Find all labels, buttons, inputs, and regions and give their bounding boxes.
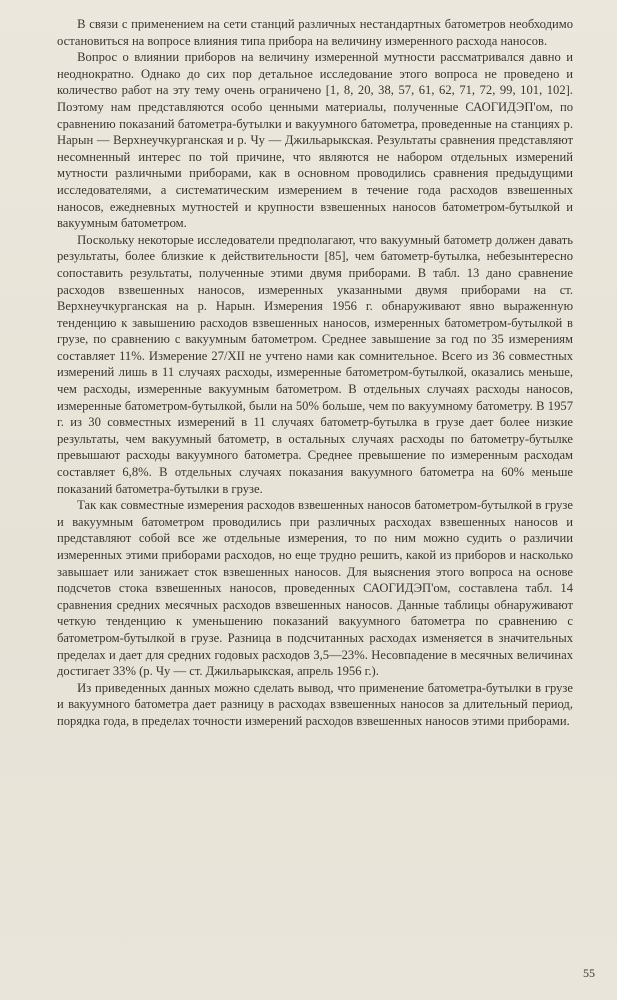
page-number: 55 <box>583 966 595 980</box>
body-text <box>57 16 573 730</box>
paragraph-4: Так как совместные измерения расходов взвешенных наносов батометром-бутылкой в грузе и вакуумным батометром проводились при различных расходах взвешенных наносов и представляют собой все же отдельные измерения, то по ним можно судить о различии измеренных этими приборами расходов, но еще трудно решить, какой из приборов и насколько завышает или занижает сток взвешенных наносов. Для выяснения этого вопроса на основе подсчетов стока взвешенных наносов, проведенных САОГИДЭП'ом, составлена табл. 14 сравнения средних месячных расходов взвешенных наносов. Данные таблицы обнаруживают четкую тенденцию к уменьшению показаний вакуумного батометра по сравнению с батометром-бутылкой в грузе. Разница в подсчитанных расходах изменяется в значительных пределах и дает для средних годовых расходов 3,5—23%. Несовпадение в месячных величинах достигает 33% (р. Чу — ст. Джильарыкская, апрель 1956 г.). <box>57 498 573 679</box>
paragraph-5: Из приведенных данных можно сделать вывод, что применение батометра-бутылки в грузе и вакуумного батометра дает разницу в расходах взвешенных наносов за длительный период, порядка года, в пределах точности измерений расходов взвешенных наносов этими приборами. <box>57 680 573 728</box>
paragraph-2: Вопрос о влиянии приборов на величину измеренной мутности рассматривался давно и неоднократно. Однако до сих пор детальное исследование этого вопроса не проведено и количество работ на эту тему очень ограничено [1, 8, 20, 38, 57, 61, 62, 71, 72, 99, 101, 102]. Поэтому нам представляются особо ценными материалы, полученные САОГИДЭП'ом, по сравнению показаний батометра-бутылки и вакуумного батометра, проведенные на станциях р. Нарын — Верхнеучкурганская и р. Чу — Джильарыкская. Результаты сравнения представляют несомненный интерес по той причине, что являются не набором отдельных измерений мутности различными приборами, как в основном проводились сравнения предыдущими исследователями, а систематическим измерением в течение года расходов взвешенных наносов, ежедневных мутностей и крупности взвешенных наносов батометром-бутылкой и вакуумным батометром. <box>57 50 573 231</box>
paragraph-3: Поскольку некоторые исследователи предполагают, что вакуумный батометр должен давать результаты, более близкие к действительности [85], чем батометр-бутылка, небезынтересно сопоставить результаты, полученные этими двумя приборами. В табл. 13 дано сравнение расходов взвешенных наносов, измеренных указанными двумя приборами на ст. Верхнеучкурганская на р. Нарын. Измерения 1956 г. обнаруживают явно выраженную тенденцию к завышению расходов взвешенных наносов, измеренных батометром-бутылкой в грузе, по сравнению с вакуумным батометром. Среднее завышение за год по 35 измерениям составляет 11%. Измерение 27/XII не учтено нами как сомнительное. Всего из 36 совместных измерений лишь в 11 случаях расходы, измеренные батометром-бутылкой, оказались меньше, чем расходы, измеренные вакуумным батометром. В отдельных случаях расходы наносов, измеренные батометром-бутылкой, были на 50% больше, чем по вакуумному батометру. В 1957 г. из 30 совместных измерений в 11 случаях батометр-бутылка в грузе дает более низкие результаты, чем вакуумный батометр, в остальных случаях расходы по батометру-бутылке превышают расходы вакуумного батометра. Среднее превышение по измеренным расходам составляет 6,8%. В отдельных случаях показания вакуумного батометра на 60% меньше показаний батометра-бутылки в грузе. <box>57 232 573 496</box>
paragraph-1: В связи с применением на сети станций различных нестандартных батометров необходимо остановиться на вопросе влияния типа прибора на величину измеренного расхода наносов. <box>57 17 573 48</box>
